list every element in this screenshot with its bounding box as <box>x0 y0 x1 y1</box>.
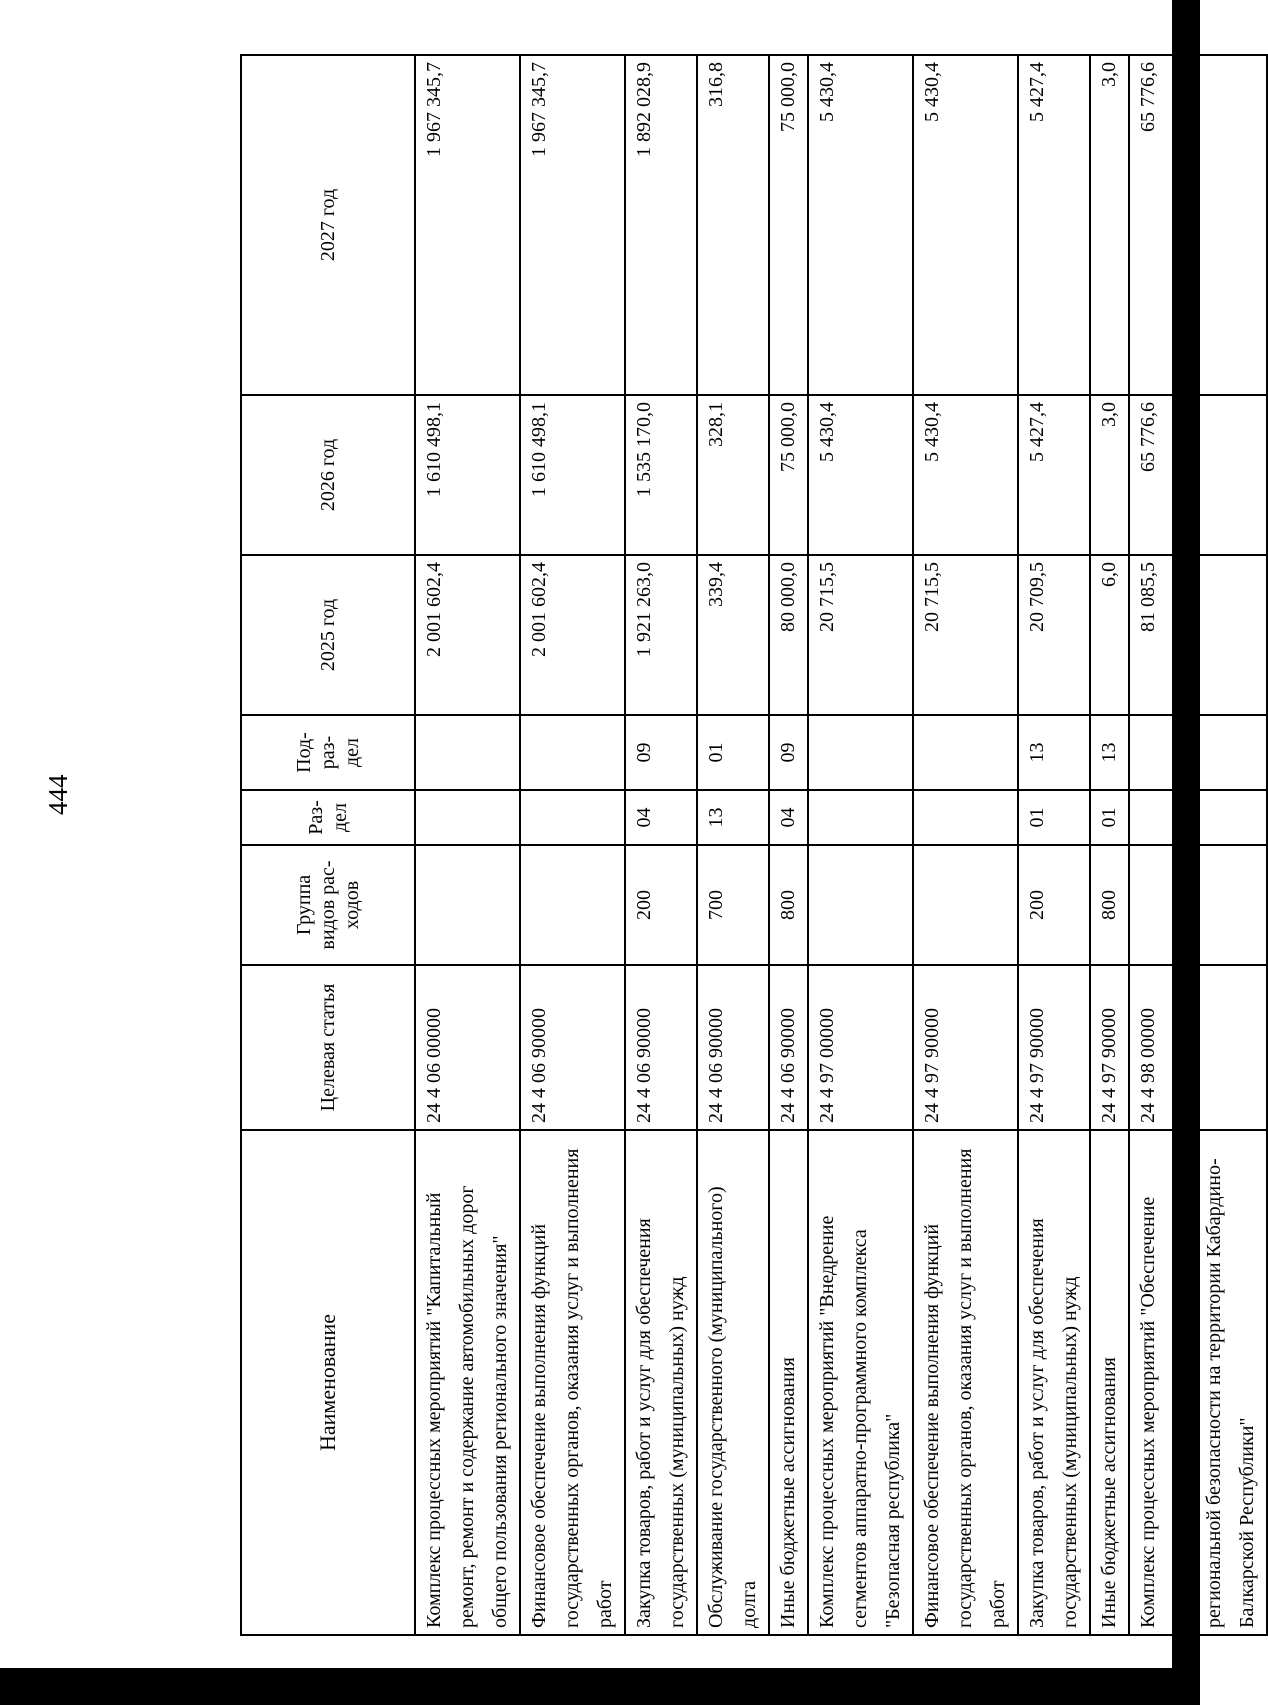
cell-2027: 65 776,6 <box>1129 55 1267 395</box>
cell-subsection: 09 <box>625 715 697 790</box>
cell-section: 01 <box>1090 790 1129 845</box>
cell-name: Иные бюджетные ассигнования <box>1090 1130 1129 1635</box>
cell-section <box>1129 790 1267 845</box>
table-row <box>1090 55 1129 1635</box>
cell-target: 24 4 06 00000 <box>415 965 520 1130</box>
table-row <box>520 55 625 1635</box>
cell-2026: 3,0 <box>1090 395 1129 555</box>
cell-section <box>415 790 520 845</box>
cell-name: Комплекс процессных мероприятий "Обеспечение создания и функционирования отдельных систем региональной безопасности на территории Кабардино-Балкарской Республики" <box>1129 1130 1267 1635</box>
cell-2025: 20 715,5 <box>808 555 913 715</box>
cell-2027: 5 430,4 <box>808 55 913 395</box>
cell-target: 24 4 06 90000 <box>769 965 808 1130</box>
header-group: Группа видов рас- ходов <box>241 845 415 965</box>
table-row <box>913 55 1018 1635</box>
cell-2026: 1 535 170,0 <box>625 395 697 555</box>
cell-2025: 20 715,5 <box>913 555 1018 715</box>
cell-section <box>913 790 1018 845</box>
cell-group: 800 <box>769 845 808 965</box>
cell-subsection <box>1129 715 1267 790</box>
table-row <box>697 55 769 1635</box>
cell-2026: 328,1 <box>697 395 769 555</box>
rotated-table-wrapper <box>240 56 1258 1636</box>
cell-group <box>808 845 913 965</box>
cell-2025: 2 001 602,4 <box>415 555 520 715</box>
table-row <box>1018 55 1090 1635</box>
cell-2027: 316,8 <box>697 55 769 395</box>
cell-target: 24 4 06 90000 <box>697 965 769 1130</box>
cell-name: Комплекс процессных мероприятий "Капитальный ремонт, ремонт и содержание автомобильных дорог общего пользования регионального значения" <box>415 1130 520 1635</box>
cell-2025: 1 921 263,0 <box>625 555 697 715</box>
cell-2026: 1 610 498,1 <box>415 395 520 555</box>
cell-subsection <box>913 715 1018 790</box>
cell-2025: 80 000,0 <box>769 555 808 715</box>
cell-group <box>913 845 1018 965</box>
cell-2026: 75 000,0 <box>769 395 808 555</box>
cell-target: 24 4 06 90000 <box>520 965 625 1130</box>
header-subsection: Под- раз- дел <box>241 715 415 790</box>
table-row <box>1129 55 1267 1635</box>
cell-2027: 75 000,0 <box>769 55 808 395</box>
cell-name: Закупка товаров, работ и услуг для обеспечения государственных (муниципальных) нужд <box>1018 1130 1090 1635</box>
cell-section: 01 <box>1018 790 1090 845</box>
header-2026: 2026 год <box>241 395 415 555</box>
cell-name: Иные бюджетные ассигнования <box>769 1130 808 1635</box>
cell-2027: 5 427,4 <box>1018 55 1090 395</box>
cell-section: 13 <box>697 790 769 845</box>
table-row <box>625 55 697 1635</box>
header-target: Целевая статья <box>241 965 415 1130</box>
cell-2025: 20 709,5 <box>1018 555 1090 715</box>
cell-2026: 65 776,6 <box>1129 395 1267 555</box>
cell-target: 24 4 97 90000 <box>913 965 1018 1130</box>
cell-2027: 3,0 <box>1090 55 1129 395</box>
cell-2027: 1 967 345,7 <box>520 55 625 395</box>
cell-2026: 5 430,4 <box>913 395 1018 555</box>
cell-target: 24 4 97 90000 <box>1018 965 1090 1130</box>
cell-2027: 1 892 028,9 <box>625 55 697 395</box>
cell-subsection: 13 <box>1018 715 1090 790</box>
cell-subsection <box>415 715 520 790</box>
cell-subsection: 13 <box>1090 715 1129 790</box>
table-row <box>415 55 520 1635</box>
header-2027: 2027 год <box>241 55 415 395</box>
cell-section: 04 <box>625 790 697 845</box>
cell-subsection: 09 <box>769 715 808 790</box>
cell-subsection <box>520 715 625 790</box>
header-2025: 2025 год <box>241 555 415 715</box>
cell-group: 200 <box>1018 845 1090 965</box>
cell-target: 24 4 06 90000 <box>625 965 697 1130</box>
budget-table <box>240 54 1268 1636</box>
cell-name: Финансовое обеспечение выполнения функций государственных органов, оказания услуг и выполнения работ <box>913 1130 1018 1635</box>
cell-section: 04 <box>769 790 808 845</box>
cell-target: 24 4 97 00000 <box>808 965 913 1130</box>
cell-subsection: 01 <box>697 715 769 790</box>
cell-name: Финансовое обеспечение выполнения функций государственных органов, оказания услуг и выполнения работ <box>520 1130 625 1635</box>
cell-2027: 1 967 345,7 <box>415 55 520 395</box>
cell-2025: 339,4 <box>697 555 769 715</box>
cell-2025: 6,0 <box>1090 555 1129 715</box>
cell-section <box>808 790 913 845</box>
table-header-row <box>241 55 415 1635</box>
page-number: 444 <box>43 774 73 815</box>
header-section: Раз- дел <box>241 790 415 845</box>
cell-group: 800 <box>1090 845 1129 965</box>
cell-section <box>520 790 625 845</box>
table-row <box>808 55 913 1635</box>
cell-2026: 1 610 498,1 <box>520 395 625 555</box>
cell-group: 700 <box>697 845 769 965</box>
cell-name: Обслуживание государственного (муниципального) долга <box>697 1130 769 1635</box>
cell-name: Комплекс процессных мероприятий "Внедрение сегментов аппаратно-программного комплекса "Безопасная республика" <box>808 1130 913 1635</box>
cell-target: 24 4 97 90000 <box>1090 965 1129 1130</box>
cell-2026: 5 427,4 <box>1018 395 1090 555</box>
table-row <box>769 55 808 1635</box>
cell-group <box>520 845 625 965</box>
cell-2025: 2 001 602,4 <box>520 555 625 715</box>
cell-2025: 81 085,5 <box>1129 555 1267 715</box>
cell-subsection <box>808 715 913 790</box>
cell-group: 200 <box>625 845 697 965</box>
scan-border-bottom <box>0 1668 1200 1705</box>
cell-2026: 5 430,4 <box>808 395 913 555</box>
cell-group <box>415 845 520 965</box>
cell-target: 24 4 98 00000 <box>1129 965 1267 1130</box>
cell-name: Закупка товаров, работ и услуг для обеспечения государственных (муниципальных) нужд <box>625 1130 697 1635</box>
header-name: Наименование <box>241 1130 415 1635</box>
cell-2027: 5 430,4 <box>913 55 1018 395</box>
cell-group <box>1129 845 1267 965</box>
